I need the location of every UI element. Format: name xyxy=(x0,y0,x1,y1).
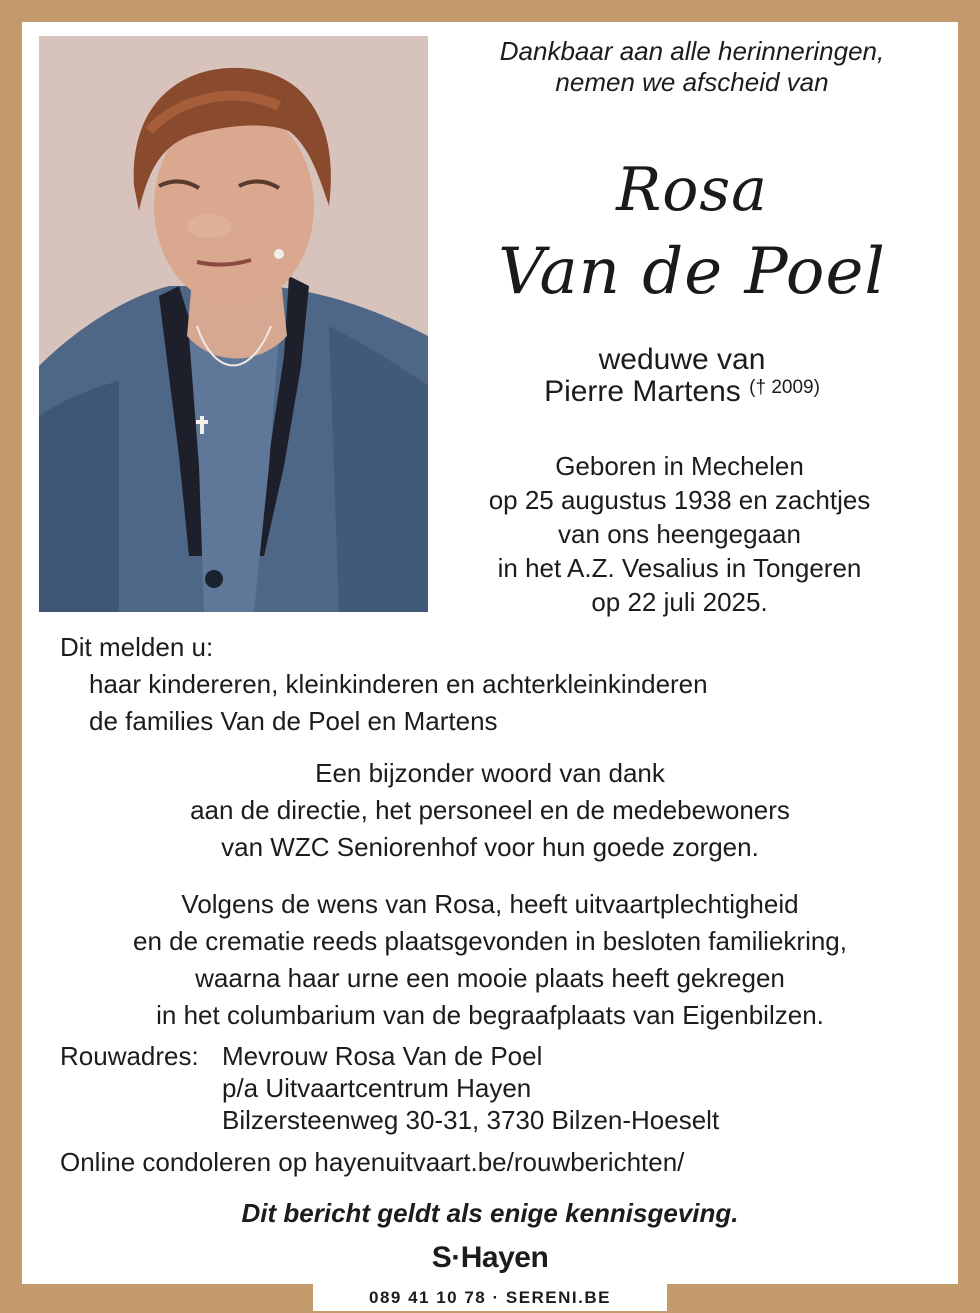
intro-text xyxy=(442,36,942,98)
address-label: Rouwadres: xyxy=(60,1041,199,1071)
wish-line: waarna haar urne een mooie plaats heeft gekregen xyxy=(195,963,785,993)
born-line: van ons heengegaan xyxy=(558,519,801,549)
born-line: in het A.Z. Vesalius in Tongeren xyxy=(497,553,862,583)
sole-notice: Dit bericht geldt als enige kennisgeving. xyxy=(241,1198,739,1228)
portrait-photo xyxy=(39,36,428,612)
wish-line: Volgens de wens van Rosa, heeft uitvaartplechtigheid xyxy=(181,889,799,919)
mourning-address xyxy=(60,1040,940,1136)
wish-line: en de crematie reeds plaatsgevonden in besloten familiekring, xyxy=(133,926,847,956)
address-line: Bilzersteenweg 30-31, 3730 Bilzen-Hoeselt xyxy=(222,1105,720,1135)
intro-line: Dankbaar aan alle herinneringen, xyxy=(499,36,885,66)
wish-paragraph xyxy=(22,886,958,1034)
deceased-last-name: Van de Poel xyxy=(498,235,886,309)
thanks-paragraph xyxy=(22,755,958,866)
announcement-line: haar kindereren, kleinkinderen en achterkleinkinderen xyxy=(89,669,708,699)
born-line: Geboren in Mechelen xyxy=(555,451,804,481)
address-line: p/a Uitvaartcentrum Hayen xyxy=(222,1073,532,1103)
announcement-intro: Dit melden u: xyxy=(60,632,214,662)
intro-line: nemen we afscheid van xyxy=(555,67,829,97)
hayen-logo: S·Hayen xyxy=(431,1241,549,1274)
announcement-line: de families Van de Poel en Martens xyxy=(89,706,498,736)
spouse-label: weduwe van xyxy=(598,343,766,376)
spouse-name: Pierre Martens xyxy=(544,375,741,408)
announcement xyxy=(60,629,940,740)
obituary-card xyxy=(22,22,958,1284)
deceased-first-name: Rosa xyxy=(616,155,768,225)
footer-contact: 089 41 10 78 · SERENI.BE xyxy=(313,1283,667,1311)
spouse-info xyxy=(442,344,922,408)
born-line: op 22 juli 2025. xyxy=(591,587,768,617)
spouse-death: († 2009) xyxy=(749,377,820,398)
thanks-line: aan de directie, het personeel en de medebewoners xyxy=(190,795,790,825)
address-line: Mevrouw Rosa Van de Poel xyxy=(222,1041,543,1071)
birth-death-info xyxy=(422,449,937,619)
online-condolence: Online condoleren op hayenuitvaart.be/rouwberichten/ xyxy=(60,1147,685,1177)
wish-line: in het columbarium van de begraafplaats van Eigenbilzen. xyxy=(156,1000,824,1030)
born-line: op 25 augustus 1938 en zachtjes xyxy=(488,485,871,515)
thanks-line: van WZC Seniorenhof voor hun goede zorgen. xyxy=(221,832,759,862)
thanks-line: Een bijzonder woord van dank xyxy=(315,758,665,788)
